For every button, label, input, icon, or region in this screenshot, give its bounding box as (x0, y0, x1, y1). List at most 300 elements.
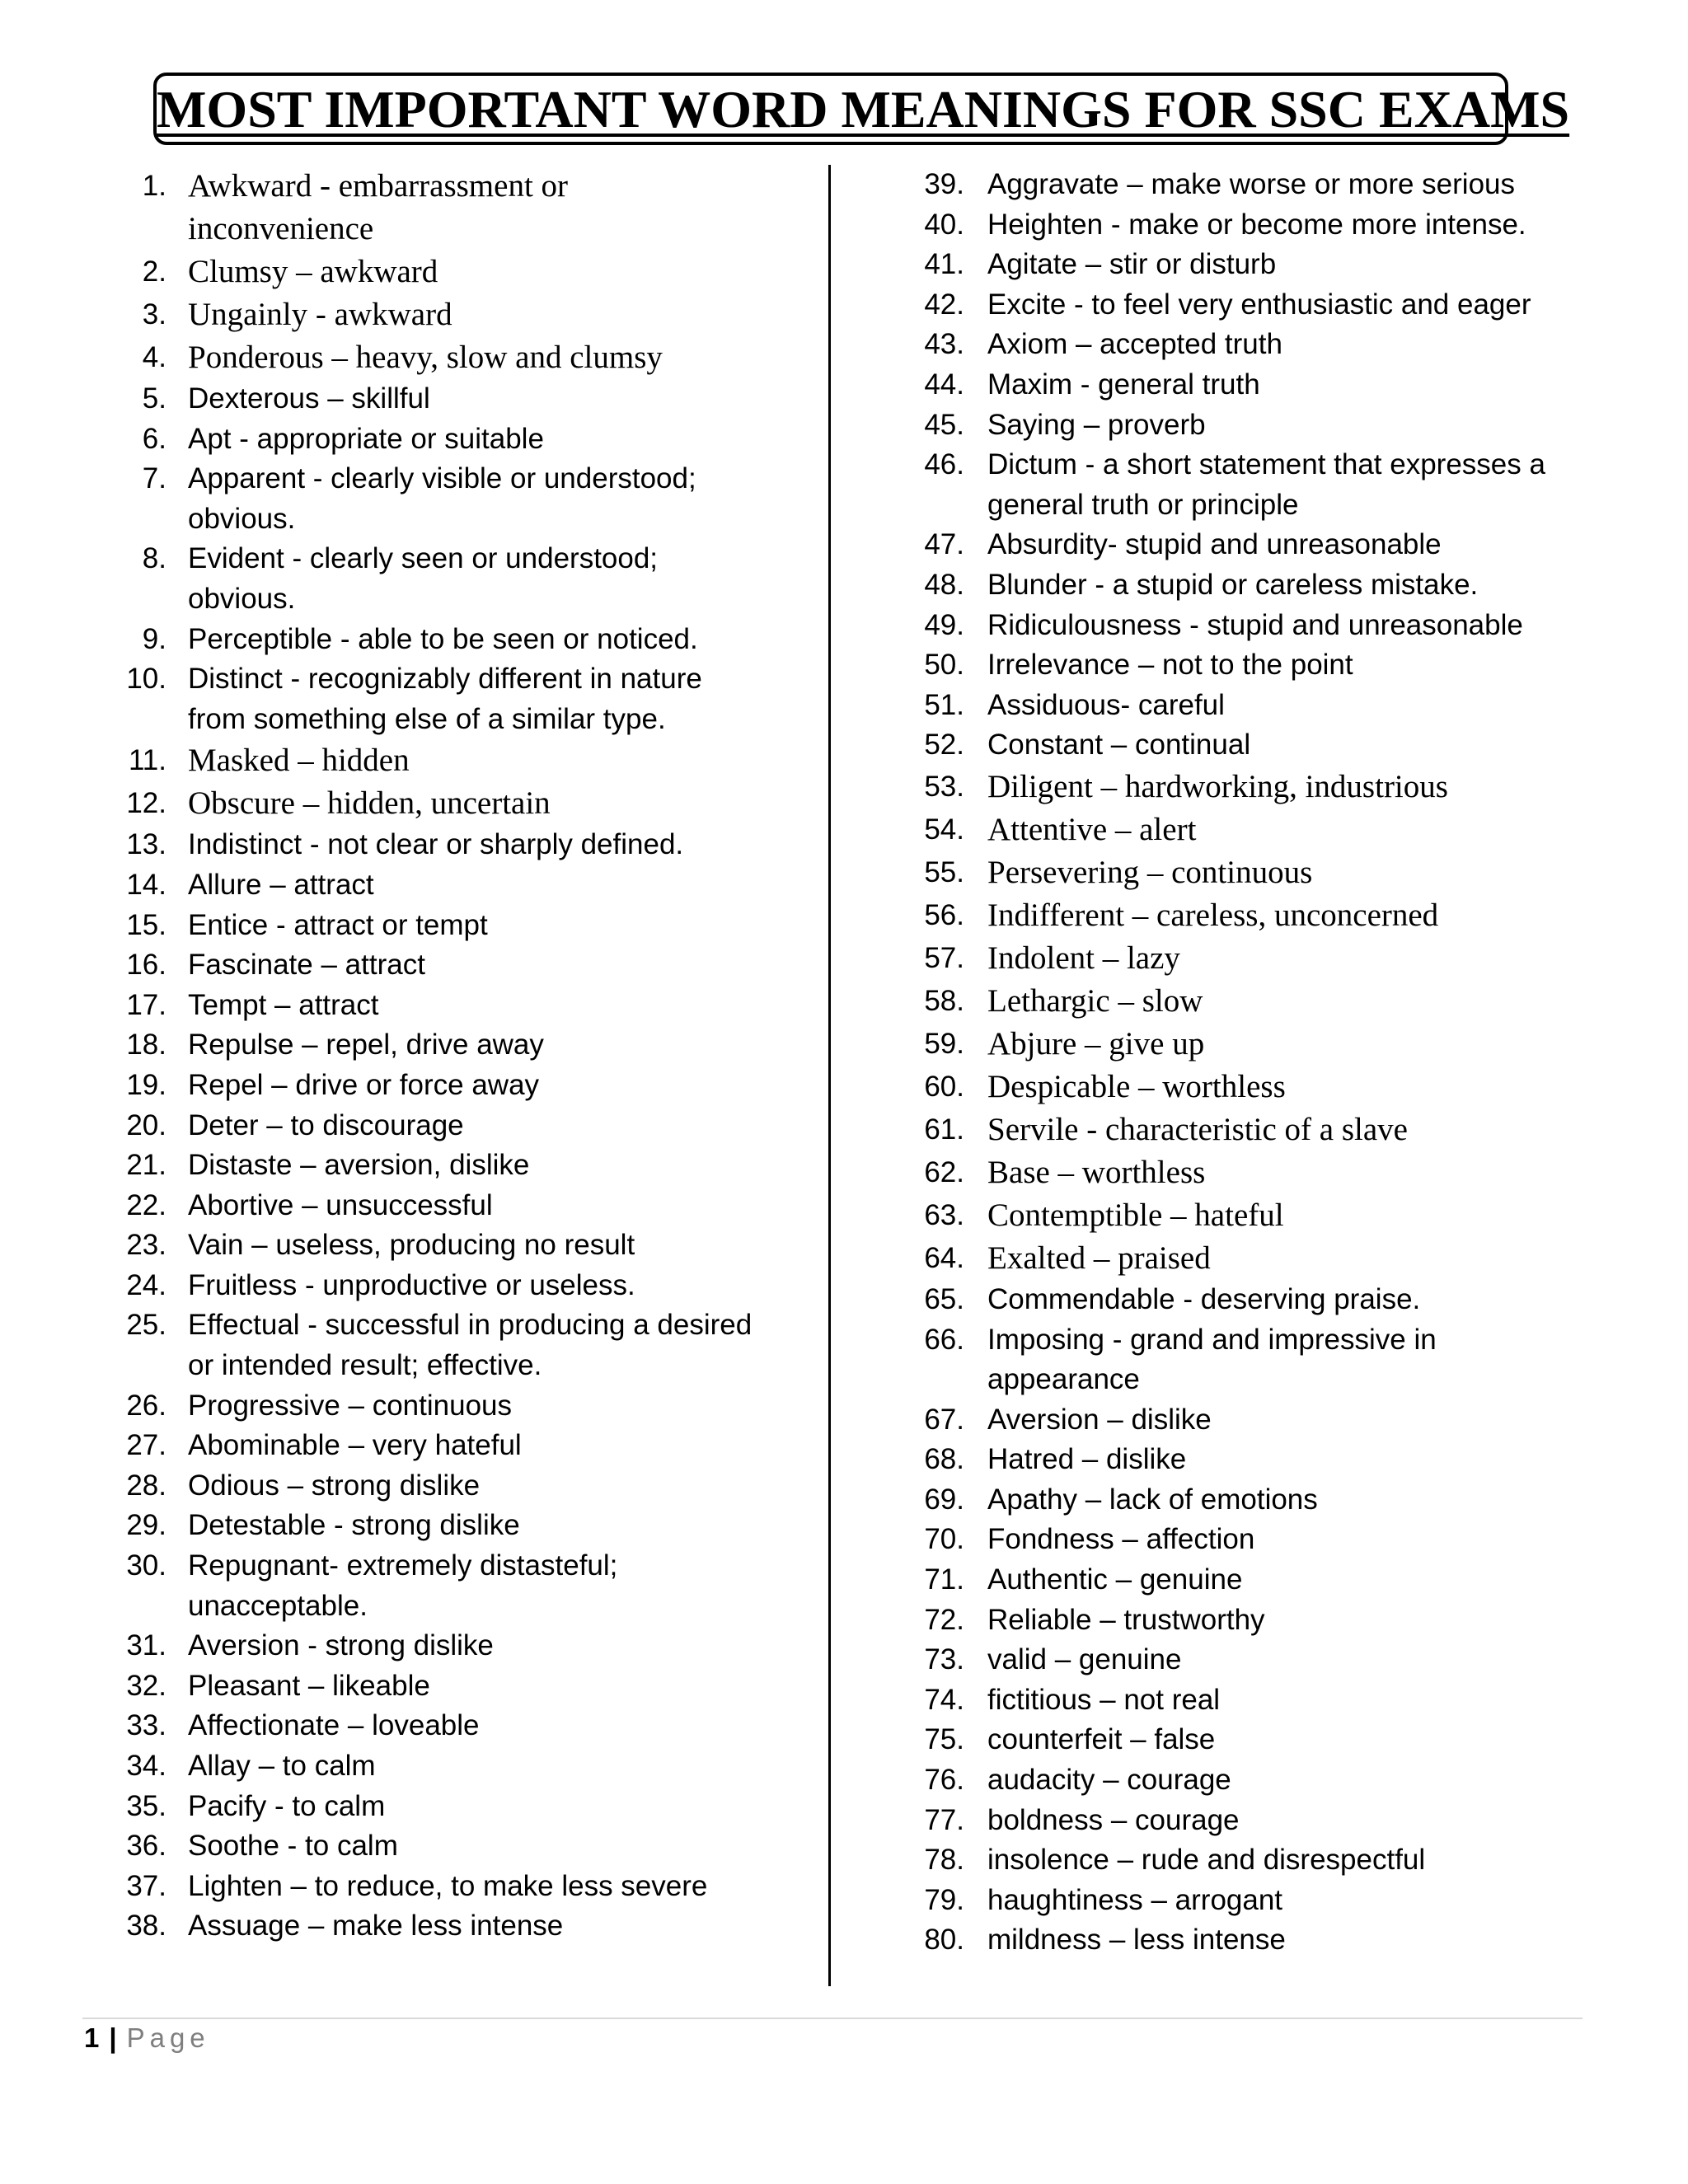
list-item (115, 1706, 816, 1746)
right-word-list (907, 165, 1599, 1961)
list-item (115, 986, 816, 1026)
item-text: Excite - to feel very enthusiastic and eager (987, 288, 1531, 321)
list-item (907, 1840, 1599, 1881)
item-definition (188, 825, 816, 865)
item-number: 41. (924, 248, 964, 281)
item-definition (987, 1760, 1599, 1801)
item-text: Contemptible – hateful (987, 1197, 1284, 1233)
list-item (115, 1025, 816, 1066)
list-item (907, 851, 1599, 894)
item-definition (987, 1151, 1599, 1194)
item-number: 32. (126, 1669, 166, 1702)
item-number: 48. (924, 568, 964, 601)
item-text: Clumsy – awkward (188, 254, 438, 289)
item-definition (987, 365, 1599, 405)
item-definition (987, 645, 1599, 686)
item-number: 2. (142, 255, 166, 288)
item-number: 64. (924, 1241, 964, 1274)
item-number: 78. (924, 1844, 964, 1877)
list-item (907, 1280, 1599, 1320)
item-number: 79. (924, 1883, 964, 1916)
item-text: Saying – proverb (987, 408, 1206, 441)
item-definition (987, 1801, 1599, 1841)
item-number: 16. (126, 949, 166, 982)
item-text: Attentive – alert (987, 811, 1197, 847)
item-text: Obscure – hidden, uncertain (188, 785, 551, 822)
item-definition (188, 1706, 816, 1746)
item-text: Distaste – aversion, dislike (188, 1149, 530, 1182)
item-definition (987, 1400, 1599, 1441)
list-item (907, 1237, 1599, 1280)
item-text: Ridiculousness - stupid and unreasonable (987, 608, 1523, 641)
item-text: Awkward - embarrassment or (188, 168, 569, 204)
item-text: Indolent – lazy (987, 940, 1180, 976)
item-definition (987, 205, 1599, 246)
page-footer (84, 2022, 210, 2054)
item-text: Heighten - make or become more intense. (987, 208, 1526, 241)
item-text: fictitious – not real (987, 1683, 1221, 1716)
list-item (115, 1666, 816, 1707)
item-text: mildness – less intense (987, 1924, 1286, 1957)
item-definition (987, 937, 1599, 980)
item-definition (987, 445, 1599, 525)
item-number: 4. (142, 341, 166, 373)
item-number: 38. (126, 1910, 166, 1943)
item-text-continued: unacceptable. (188, 1589, 368, 1622)
item-text: Odious – strong dislike (188, 1469, 481, 1502)
item-number: 49. (924, 608, 964, 641)
list-item (907, 766, 1599, 808)
list-item (907, 645, 1599, 686)
item-definition (188, 1506, 816, 1546)
item-definition (987, 1601, 1599, 1641)
item-definition (987, 1237, 1599, 1280)
list-item (907, 1801, 1599, 1841)
item-text: Vain – useless, producing no result (188, 1229, 635, 1262)
list-item (115, 1426, 816, 1466)
item-text: Exalted – praised (987, 1240, 1211, 1276)
item-text: Absurdity- stupid and unreasonable (987, 528, 1442, 561)
list-item (907, 1601, 1599, 1641)
item-number: 33. (126, 1709, 166, 1742)
list-item (907, 1320, 1599, 1400)
item-definition (188, 1466, 816, 1507)
item-definition (987, 1520, 1599, 1560)
item-text: Repugnant- extremely distasteful; (188, 1549, 618, 1582)
list-item (907, 1640, 1599, 1680)
list-item (115, 1746, 816, 1787)
item-text: Ungainly - awkward (188, 297, 452, 332)
item-definition (987, 1560, 1599, 1601)
item-number: 70. (924, 1523, 964, 1556)
item-text: Abjure – give up (987, 1025, 1205, 1062)
list-item (907, 445, 1599, 525)
item-definition (188, 739, 816, 782)
item-text: Imposing - grand and impressive in (987, 1323, 1437, 1356)
left-word-list (115, 165, 816, 1947)
item-number: 11. (128, 744, 166, 777)
item-definition (987, 894, 1599, 937)
list-item (907, 1194, 1599, 1237)
list-item (115, 251, 816, 293)
item-definition (188, 1266, 816, 1306)
item-number: 13. (126, 828, 166, 861)
item-number: 67. (924, 1403, 964, 1436)
item-number: 3. (142, 298, 166, 330)
list-item (115, 1266, 816, 1306)
item-number: 28. (126, 1469, 166, 1502)
item-definition (188, 293, 816, 336)
item-definition (987, 285, 1599, 326)
item-definition (188, 1146, 816, 1186)
page-number: 1 (84, 2022, 100, 2053)
item-definition (188, 1186, 816, 1226)
list-item (907, 1680, 1599, 1721)
list-item (907, 325, 1599, 365)
item-text: insolence – rude and disrespectful (987, 1844, 1426, 1877)
item-text-continued: general truth or principle (987, 488, 1299, 521)
item-text: audacity – courage (987, 1764, 1231, 1797)
item-text: Assiduous- careful (987, 688, 1225, 721)
list-item (907, 365, 1599, 405)
item-number: 58. (924, 984, 964, 1017)
item-text: Apt - appropriate or suitable (188, 422, 544, 455)
item-number: 54. (924, 813, 964, 846)
list-item (115, 419, 816, 460)
list-item (907, 1560, 1599, 1601)
item-number: 51. (924, 688, 964, 721)
item-number: 43. (924, 328, 964, 361)
item-text: Detestable - strong dislike (188, 1509, 520, 1542)
item-definition (987, 405, 1599, 446)
item-text: Fondness – affection (987, 1523, 1255, 1556)
list-item (907, 565, 1599, 606)
list-item (115, 1305, 816, 1385)
list-item (907, 245, 1599, 285)
list-item (115, 539, 816, 619)
list-item (907, 405, 1599, 446)
list-item (115, 1226, 816, 1266)
item-definition (188, 1025, 816, 1066)
item-text: Pleasant – likeable (188, 1669, 430, 1702)
item-definition (188, 251, 816, 293)
item-number: 71. (924, 1563, 964, 1596)
item-number: 35. (126, 1789, 166, 1822)
list-item (115, 1826, 816, 1867)
item-text: Effectual - successful in producing a desired (188, 1309, 753, 1342)
item-number: 36. (126, 1830, 166, 1863)
item-text: Indistinct - not clear or sharply defined. (188, 828, 684, 861)
list-item (115, 1386, 816, 1427)
item-definition (188, 1746, 816, 1787)
list-item (115, 1066, 816, 1106)
item-text-continued: appearance (987, 1363, 1140, 1396)
item-definition (987, 1023, 1599, 1066)
item-definition (987, 1108, 1599, 1151)
item-definition (188, 459, 816, 539)
item-text: Progressive – continuous (188, 1389, 512, 1422)
item-text: Lethargic – slow (987, 982, 1203, 1019)
item-definition (987, 808, 1599, 851)
list-item (907, 725, 1599, 766)
item-definition (987, 686, 1599, 726)
item-number: 1. (142, 170, 166, 202)
item-text: Servile - characteristic of a slave (987, 1111, 1408, 1147)
list-item (907, 1151, 1599, 1194)
item-definition (987, 766, 1599, 808)
item-number: 8. (142, 542, 166, 575)
item-number: 60. (924, 1070, 964, 1103)
list-item (115, 379, 816, 419)
list-item (115, 739, 816, 782)
item-definition (987, 1480, 1599, 1521)
list-item (115, 945, 816, 986)
item-text: Fascinate – attract (188, 949, 425, 982)
item-number: 15. (126, 908, 166, 941)
list-item (907, 1066, 1599, 1108)
item-number: 74. (924, 1683, 964, 1716)
item-text: Ponderous – heavy, slow and clumsy (188, 340, 663, 375)
item-text-continued: inconvenience (188, 211, 374, 246)
item-text: Despicable – worthless (987, 1068, 1286, 1104)
item-number: 5. (142, 382, 166, 415)
item-text: Masked – hidden (188, 743, 410, 779)
item-text: Abominable – very hateful (188, 1429, 522, 1462)
item-definition (188, 379, 816, 419)
list-item (907, 1520, 1599, 1560)
item-definition (188, 659, 816, 739)
item-text: Aversion – dislike (987, 1403, 1212, 1436)
list-item (115, 865, 816, 906)
item-number: 65. (924, 1282, 964, 1315)
item-number: 47. (924, 528, 964, 561)
list-item (907, 1023, 1599, 1066)
item-text-continued: from something else of a similar type. (188, 702, 666, 735)
title-box (153, 73, 1570, 145)
footer-separator: | (109, 2022, 117, 2053)
item-number: 50. (924, 649, 964, 682)
item-text-continued: obvious. (188, 502, 296, 535)
item-definition (188, 945, 816, 986)
item-definition (188, 1546, 816, 1626)
item-text: Fruitless - unproductive or useless. (188, 1268, 635, 1301)
item-text: Agitate – stir or disturb (987, 248, 1277, 281)
item-text: Dexterous – skillful (188, 382, 430, 415)
item-definition (188, 336, 816, 379)
item-definition (987, 851, 1599, 894)
item-number: 73. (924, 1643, 964, 1676)
list-item (907, 1480, 1599, 1521)
item-text: Pacify - to calm (188, 1789, 386, 1822)
item-number: 59. (924, 1027, 964, 1060)
item-number: 23. (126, 1229, 166, 1262)
list-item (907, 980, 1599, 1023)
item-definition (987, 1066, 1599, 1108)
item-text: Diligent – hardworking, industrious (987, 768, 1448, 804)
item-text: Dictum - a short statement that expresses a (987, 448, 1545, 481)
item-definition (987, 325, 1599, 365)
item-text-continued: obvious. (188, 582, 296, 615)
item-number: 37. (126, 1869, 166, 1902)
item-text: Allay – to calm (188, 1750, 376, 1782)
item-number: 69. (924, 1483, 964, 1516)
item-definition (188, 1226, 816, 1266)
item-definition (987, 1194, 1599, 1237)
item-definition (188, 1106, 816, 1146)
item-number: 17. (126, 988, 166, 1021)
item-number: 46. (924, 448, 964, 481)
list-item (907, 606, 1599, 646)
item-number: 55. (924, 855, 964, 888)
list-item (907, 165, 1599, 205)
item-number: 72. (924, 1603, 964, 1636)
item-number: 57. (924, 941, 964, 974)
item-definition (987, 606, 1599, 646)
item-number: 22. (126, 1188, 166, 1221)
item-definition (188, 1787, 816, 1827)
item-definition (188, 782, 816, 825)
list-item (907, 1920, 1599, 1961)
item-number: 30. (126, 1549, 166, 1582)
item-text: counterfeit – false (987, 1723, 1216, 1756)
item-definition (188, 620, 816, 660)
item-definition (188, 1626, 816, 1666)
list-item (115, 825, 816, 865)
footer-rule (82, 2018, 1582, 2019)
item-text-continued: or intended result; effective. (188, 1349, 542, 1382)
item-text: Repel – drive or force away (188, 1068, 540, 1101)
list-item (115, 1466, 816, 1507)
list-item (907, 1108, 1599, 1151)
item-definition (987, 1640, 1599, 1680)
list-item (115, 336, 816, 379)
item-number: 6. (142, 422, 166, 455)
list-item (115, 293, 816, 336)
item-text: Abortive – unsuccessful (188, 1188, 493, 1221)
item-text: Persevering – continuous (987, 854, 1313, 890)
list-item (115, 1546, 816, 1626)
item-definition (987, 1840, 1599, 1881)
list-item (907, 525, 1599, 565)
item-number: 68. (924, 1443, 964, 1476)
list-item (115, 620, 816, 660)
item-text: Entice - attract or tempt (188, 908, 488, 941)
item-number: 12. (126, 787, 166, 820)
item-definition (188, 906, 816, 946)
item-definition (987, 1320, 1599, 1400)
item-number: 29. (126, 1509, 166, 1542)
item-definition (188, 1826, 816, 1867)
item-text: Allure – attract (188, 868, 374, 901)
item-text: Tempt – attract (188, 988, 379, 1021)
column-divider (828, 165, 831, 1986)
item-text: Reliable – trustworthy (987, 1603, 1265, 1636)
item-definition (188, 539, 816, 619)
item-definition (987, 1720, 1599, 1760)
item-text: Apparent - clearly visible or understood; (188, 462, 696, 495)
list-item (907, 1440, 1599, 1480)
item-definition (987, 1920, 1599, 1961)
item-number: 18. (126, 1029, 166, 1062)
item-number: 66. (924, 1323, 964, 1356)
list-item (907, 285, 1599, 326)
item-definition (188, 419, 816, 460)
item-text: Distinct - recognizably different in nature (188, 663, 702, 696)
item-number: 44. (924, 368, 964, 401)
list-item (115, 459, 816, 539)
item-definition (987, 1440, 1599, 1480)
item-text: Axiom – accepted truth (987, 328, 1282, 361)
item-definition (987, 525, 1599, 565)
item-definition (987, 980, 1599, 1023)
list-item (115, 1626, 816, 1666)
item-text: Base – worthless (987, 1154, 1206, 1190)
list-item (907, 1400, 1599, 1441)
item-number: 61. (924, 1113, 964, 1146)
list-item (115, 659, 816, 739)
item-definition (188, 986, 816, 1026)
item-text: Constant – continual (987, 729, 1251, 762)
item-text: Aversion - strong dislike (188, 1629, 494, 1662)
list-item (115, 1146, 816, 1186)
item-number: 56. (924, 898, 964, 931)
item-text: Repulse – repel, drive away (188, 1029, 544, 1062)
item-definition (188, 1867, 816, 1907)
item-number: 52. (924, 729, 964, 762)
item-text: Maxim - general truth (987, 368, 1260, 401)
item-definition (987, 245, 1599, 285)
item-number: 77. (924, 1803, 964, 1836)
list-item (907, 1881, 1599, 1921)
item-text: Perceptible - able to be seen or noticed. (188, 622, 698, 655)
list-item (115, 1906, 816, 1947)
item-number: 53. (924, 770, 964, 803)
item-number: 40. (924, 208, 964, 241)
item-number: 63. (924, 1198, 964, 1231)
item-text: Soothe - to calm (188, 1830, 398, 1863)
item-text: Indifferent – careless, unconcerned (987, 897, 1439, 933)
item-number: 75. (924, 1723, 964, 1756)
list-item (907, 1760, 1599, 1801)
item-number: 80. (924, 1924, 964, 1957)
item-definition (987, 1881, 1599, 1921)
item-definition (188, 1305, 816, 1385)
list-item (115, 1867, 816, 1907)
item-number: 42. (924, 288, 964, 321)
item-definition (188, 1666, 816, 1707)
item-text: Evident - clearly seen or understood; (188, 542, 659, 575)
list-item (907, 808, 1599, 851)
item-text: Commendable - deserving praise. (987, 1282, 1421, 1315)
item-text: haughtiness – arrogant (987, 1883, 1283, 1916)
item-text: Affectionate – loveable (188, 1709, 480, 1742)
list-item (115, 1186, 816, 1226)
item-number: 7. (142, 462, 166, 495)
item-definition (188, 1906, 816, 1947)
item-text: boldness – courage (987, 1803, 1240, 1836)
list-item (115, 1106, 816, 1146)
item-text: Blunder - a stupid or careless mistake. (987, 568, 1479, 601)
page-title: MOST IMPORTANT WORD MEANINGS FOR SSC EXAMS (157, 80, 1570, 138)
item-text: Assuage – make less intense (188, 1910, 564, 1943)
item-number: 31. (126, 1629, 166, 1662)
item-definition (987, 165, 1599, 205)
item-text: Authentic – genuine (987, 1563, 1243, 1596)
item-text: Aggravate – make worse or more serious (987, 168, 1515, 200)
item-definition (188, 1066, 816, 1106)
item-definition (188, 1386, 816, 1427)
item-definition (987, 1280, 1599, 1320)
